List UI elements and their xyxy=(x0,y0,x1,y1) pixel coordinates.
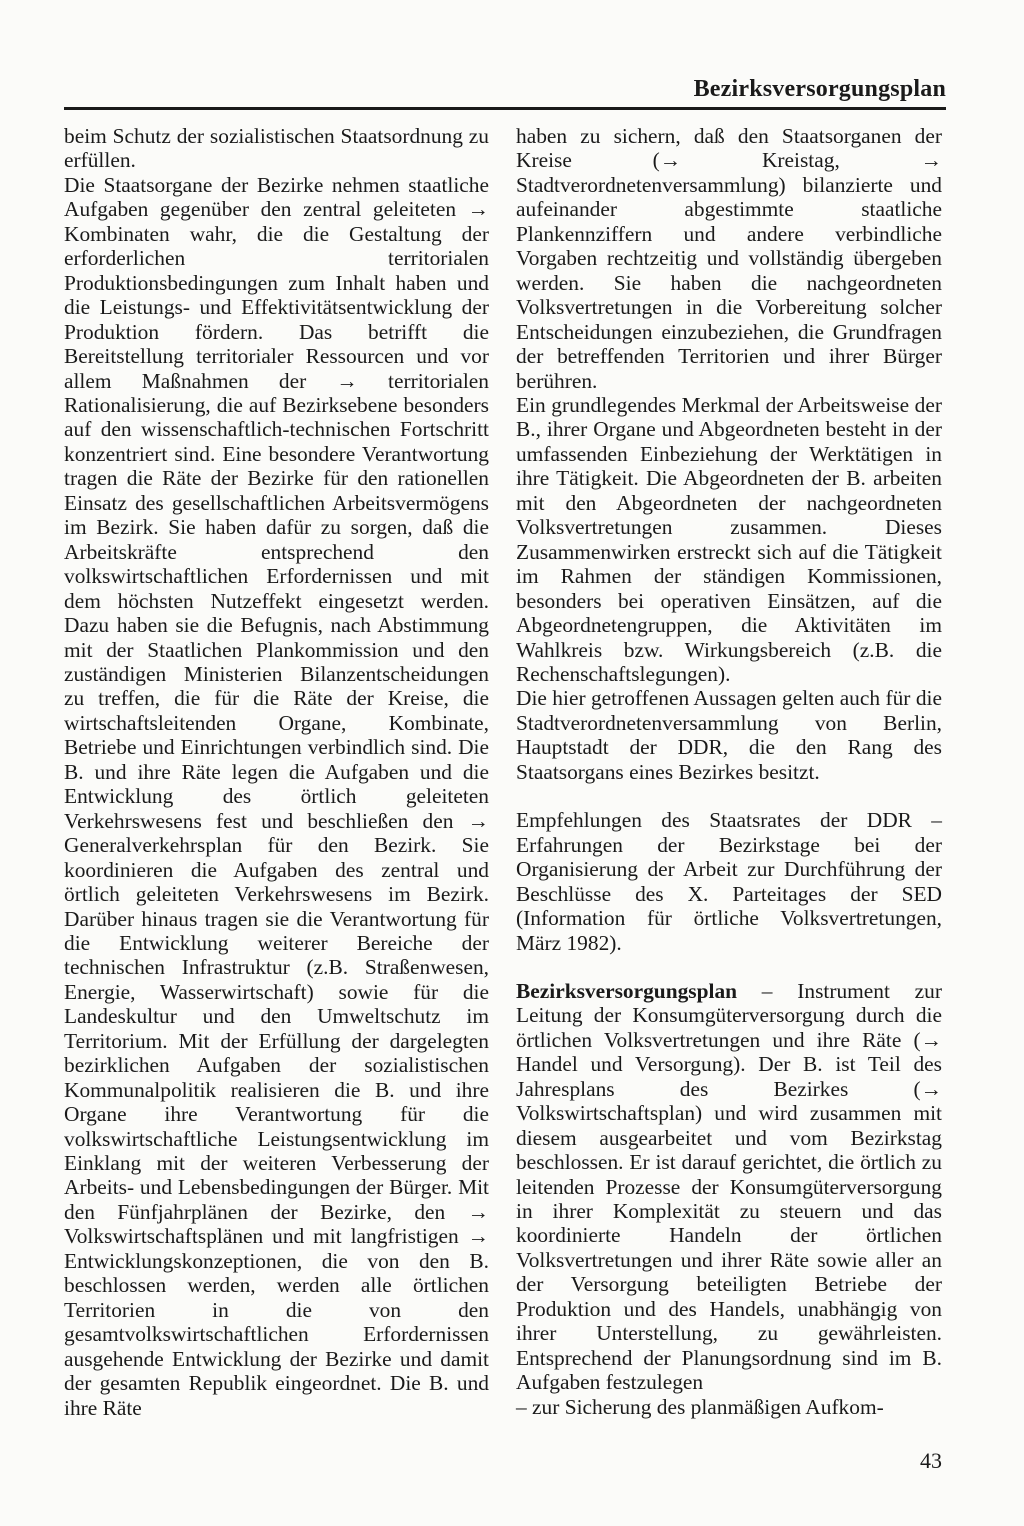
right-paragraph-1: haben zu sichern, daß den Staatsorganen der Kreise (→ Kreistag, → Stadtverordnetenversammlung) bilanzierte und aufeinander abgestimmte staatliche Plankennziffern und andere verbindliche Vorgaben rechtzeitig und vollständig übergeben werden. Sie haben die nachgeordneten Volksvertretungen in die Vorbereitung solcher Entscheidungen einzubeziehen, die Grundfragen der betreffenden Territorien und ihrer Bürger berühren. xyxy=(516,124,942,393)
right-column xyxy=(516,124,942,1419)
left-column xyxy=(64,124,489,1420)
left-paragraph-1: beim Schutz der sozialistischen Staatsordnung zu erfüllen. xyxy=(64,124,489,173)
dictionary-entry xyxy=(516,979,942,1395)
entry-term: Bezirksversorgungsplan xyxy=(516,978,738,1003)
header-rule xyxy=(64,107,946,110)
right-paragraph-2: Ein grundlegendes Merkmal der Arbeitsweise der B., ihrer Organe und Abgeordneten besteht in der umfassenden Einbeziehung der Werktätigen in ihre Tätigkeit. Die Abgeordneten der B. arbeiten mit den Abgeordneten der nachgeordneten Volksvertretungen zusammen. Dieses Zusammenwirken erstreckt sich auf die Tätigkeit im Rahmen der ständigen Kommissionen, besonders bei operativen Einsätzen, auf die Abgeordnetengruppen, die Aktivitäten im Wahlkreis bzw. Wirkungsbereich (z.B. die Rechenschaftslegungen). xyxy=(516,392,942,686)
left-paragraph-2: Die Staatsorgane der Bezirke nehmen staatliche Aufgaben gegenüber den zentral geleiteten → Kombinaten wahr, die die Gestaltung der erforderlichen territorialen Produktionsbedingungen zum Inhalt haben und die Leistungs- und Effektivitätsentwicklung der Produktion fördern. Das betrifft die Bereitstellung territorialer Ressourcen und vor allem Maßnahmen der → territorialen Rationalisierung, die auf Bezirksebene besonders auf den wissenschaftlich-technischen Fortschritt konzentriert sind. Eine besondere Verantwortung tragen die Räte der Bezirke für den rationellen Einsatz des gesellschaftlichen Arbeitsvermögens im Bezirk. Sie haben dafür zu sorgen, daß die Arbeitskräfte entsprechend den volkswirtschaftlichen Erfordernissen und mit dem höchsten Nutzeffekt eingesetzt werden. Dazu haben sie die Befugnis, nach Abstimmung mit der Staatlichen Plankommission und den zuständigen Ministerien Bilanzentscheidungen zu treffen, die für die Räte der Kreise, die wirtschaftsleitenden Organe, Kombinate, Betriebe und Einrichtungen verbindlich sind. Die B. und ihre Räte legen die Aufgaben und die Entwicklung des örtlich geleiteten Verkehrswesens fest und beschließen den → Generalverkehrsplan für den Bezirk. Sie koordinieren die Aufgaben des zentral und örtlich geleiteten Verkehrswesens im Bezirk. Darüber hinaus tragen sie die Verantwortung für die Entwicklung weiterer Bereiche der technischen Infrastruktur (z.B. Straßenwesen, Energie, Wasserwirtschaft) sowie für die Landeskultur und den Umweltschutz im Territorium. Mit der Erfüllung der dargelegten bezirklichen Aufgaben der sozialistischen Kommunalpolitik realisieren die B. und ihre Organe ihre Verantwortung für die volkswirtschaftliche Leistungsentwicklung im Einklang mit der weiteren Verbesserung der Arbeits- und Lebensbedingungen der Bürger. Mit den Fünfjahrplänen der Bezirke, den → Volkswirtschaftsplänen und mit langfristigen → Entwicklungskonzeptionen, die von den B. beschlossen werden, werden alle örtlichen Territorien in die von den gesamtvolkswirtschaftlichen Erfordernissen ausgehende Entwicklung der Bezirke und damit der gesamten Republik eingeordnet. Die B. und ihre Räte xyxy=(64,172,489,1420)
reference-note: Empfehlungen des Staatsrates der DDR – Erfahrungen der Bezirkstage bei der Organisierung der Arbeit zur Durchführung der Beschlüsse des X. Parteitages der SED (Information für örtliche Volksvertretungen, März 1982). xyxy=(516,808,942,955)
page-number: 43 xyxy=(920,1448,942,1473)
running-head: Bezirksversorgungsplan xyxy=(693,76,946,102)
right-paragraph-3: Die hier getroffenen Aussagen gelten auch für die Stadtverordnetenversammlung von Berlin, Hauptstadt der DDR, die den Rang des Staatsorgans eines Bezirkes besitzt. xyxy=(516,686,942,784)
dash-list-item: – zur Sicherung des planmäßigen Aufkom- xyxy=(516,1394,884,1419)
entry-text: – Instrument zur Leitung der Konsumgüterversorgung durch die örtlichen Volksvertretungen und ihre Räte (→ Handel und Versorgung). Der B. ist Teil des Jahresplans des Bezirkes (→ Volkswirtschaftsplan) und wird zusammen mit diesem ausgearbeitet und vom Bezirkstag beschlossen. Er ist darauf gerichtet, die örtlich zu leitenden Prozesse der Konsumgüterversorgung in ihrer Komplexität zu steuern und das koordinierte Handeln der örtlichen Volksvertretungen und ihrer Räte sowie aller an der Versorgung beteiligten Betriebe der Produktion und des Handels, unabhängig von ihrer Unterstellung, zu gewährleisten. Entsprechend der Planungsordnung sind im B. Aufgaben festzulegen xyxy=(516,978,942,1395)
